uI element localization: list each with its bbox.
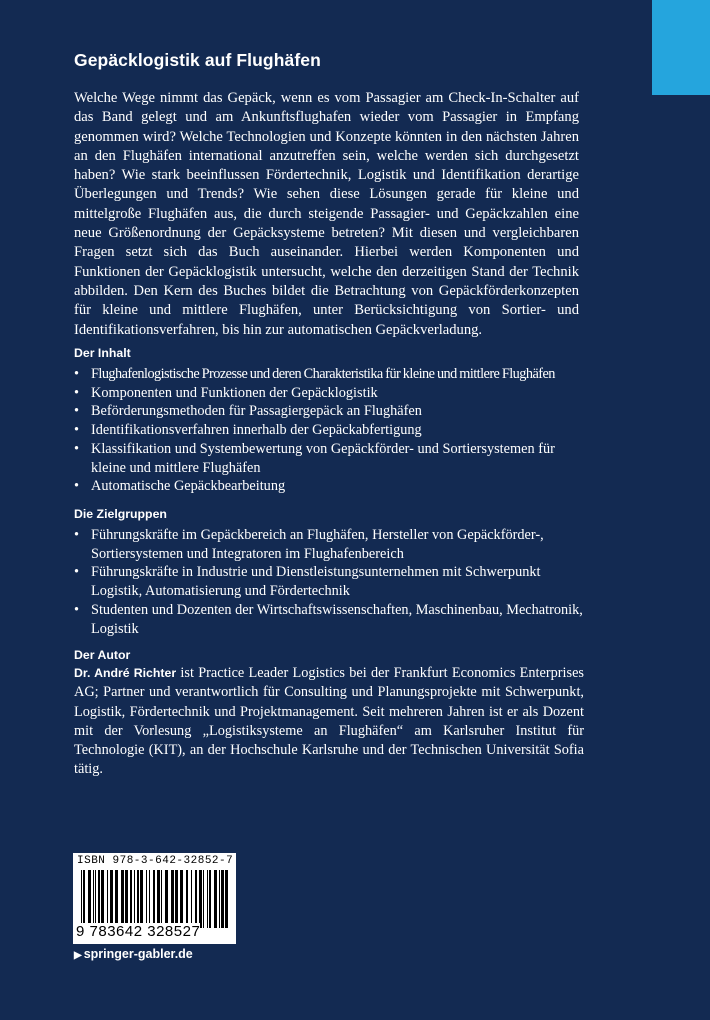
zielgruppen-list bbox=[74, 526, 584, 638]
barcode-bars bbox=[81, 870, 229, 928]
barcode-digits: 9 783642 328527 bbox=[76, 923, 201, 940]
arrow-right-icon: ▶ bbox=[74, 950, 82, 961]
author-bio bbox=[74, 664, 584, 780]
list-item: • Führungskräfte in Industrie und Dienstleistungsunternehmen mit Schwerpunkt Logistik, Automatisierung und Fördertechnik bbox=[74, 563, 584, 600]
author-bio-text: ist Practice Leader Logistics bei der Frankfurt Economics Enterprises AG; Partner und verantwortlich für Consulting und Planungsprojekte mit Schwerpunkt, Logistik, Fördertechnik und Projektmanagement. Seit mehreren Jahren ist er als Dozent mit der Vorlesung „Logistiksysteme an Flughäfen“ am Karlsruher Institut für Technologie (KIT), an der Hochschule Karlsruhe und der Technischen Universität Sofia tätig. bbox=[74, 665, 584, 778]
accent-bar bbox=[652, 0, 710, 95]
list-item: • Automatische Gepäckbearbeitung bbox=[74, 477, 584, 496]
publisher-url-text: springer-gabler.de bbox=[83, 947, 193, 961]
book-title: Gepäcklogistik auf Flughäfen bbox=[74, 50, 321, 70]
list-item: • Studenten und Dozenten der Wirtschaftswissenschaften, Maschinenbau, Mechatronik, Logistik bbox=[74, 601, 584, 638]
list-item: • Beförderungsmethoden für Passagiergepäck an Flughäfen bbox=[74, 402, 584, 421]
list-item: • Komponenten und Funktionen der Gepäcklogistik bbox=[74, 384, 584, 403]
isbn-number: ISBN 978-3-642-32852-7 bbox=[77, 855, 234, 867]
inhalt-list bbox=[74, 365, 584, 496]
publisher-url[interactable] bbox=[74, 947, 193, 961]
list-item: • Führungskräfte im Gepäckbereich an Flughäfen, Hersteller von Gepäckförder-, Sortiersystemen und Integratoren im Flughafenbereich bbox=[74, 526, 584, 563]
inhalt-heading: Der Inhalt bbox=[74, 346, 131, 360]
list-item: • Identifikationsverfahren innerhalb der Gepäckabfertigung bbox=[74, 421, 584, 440]
intro-paragraph: Welche Wege nimmt das Gepäck, wenn es vom Passagier am Check-In-Schalter auf das Band gelegt und am Ankunftsflughafen wieder vom Passagier in Empfang genommen wird? Welche Technologien und Konzepte könnten in den nächsten Jahren an den Flughäfen international anzutreffen sein, welche werden sich durchgesetzt haben? Wie stark beeinflussen Fördertechnik, Logistik und Identifikation derartige Überlegungen und Trends? Wie sehen diese Lösungen gerade für kleine und mittelgroße Flughäfen aus, die durch steigende Passagier- und Gepäckzahlen eine neue Größenordnung der Gepäcksysteme betreten? Mit diesen und vergleichbaren Fragen setzt sich das Buch auseinander. Hierbei werden Komponenten und Funktionen der Gepäcklogistik untersucht, welche den derzeitigen Stand der Technik abbilden. Den Kern des Buches bildet die Betrachtung von Gepäckförderkonzepten für kleine und mittlere Flughäfen, unter Berücksichtigung von Sortier- und Identifikationsverfahren, bis hin zur automatischen Gepäckverladung. bbox=[74, 90, 579, 338]
autor-heading: Der Autor bbox=[74, 648, 131, 662]
list-item: • Klassifikation und Systembewertung von Gepäckförder- und Sortiersystemen für kleine und mittlere Flughäfen bbox=[74, 440, 584, 477]
zielgruppen-heading: Die Zielgruppen bbox=[74, 507, 167, 521]
isbn-barcode bbox=[73, 853, 236, 944]
list-item: • Flughafenlogistische Prozesse und deren Charakteristika für kleine und mittlere Flughäfen bbox=[74, 365, 584, 384]
author-name: Dr. André Richter bbox=[74, 666, 177, 680]
